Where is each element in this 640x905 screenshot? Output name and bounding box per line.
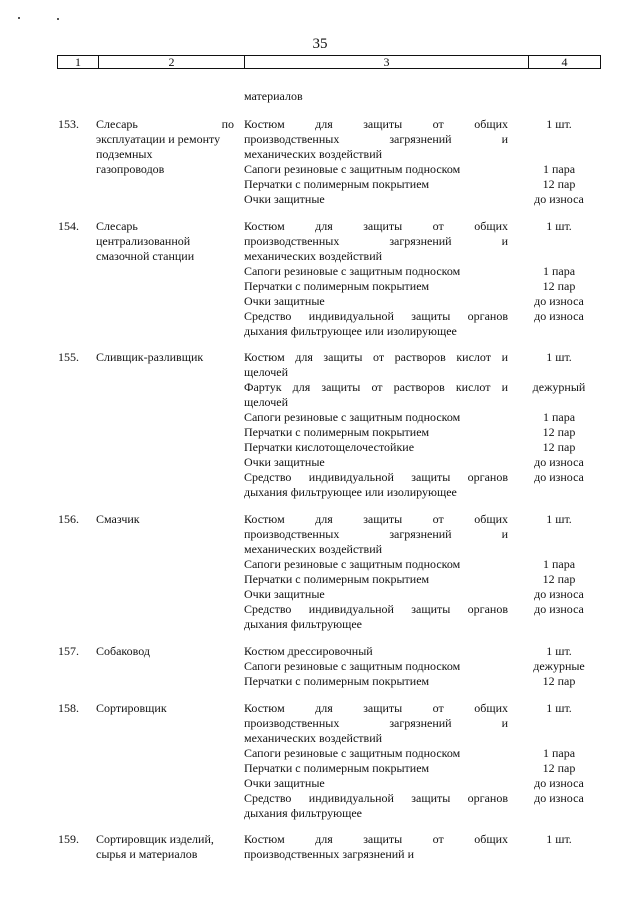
profession-name [96,512,234,527]
ppe-items [244,219,508,339]
profession-name-line: централизованной [96,234,191,248]
ppe-item-line: механических воздействий [244,731,383,745]
ppe-item-text [244,177,508,192]
ppe-item [244,410,508,425]
table-header [57,55,601,69]
ppe-quantity: 1 пара [542,746,576,760]
ppe-item-line: дыхания фильтрующее или изолирующее [244,485,457,499]
ppe-item-line: Сапоги резиновые с защитным подноском [244,746,461,760]
ppe-item-line: Сапоги резиновые с защитным подноском [244,410,461,424]
ppe-item-line: производственных загрязнений и [244,527,508,541]
ppe-item-line: Очки защитные [244,455,325,469]
profession-name-line: подземных [96,147,153,161]
ppe-quantity: 1 шт. [546,512,572,526]
ppe-item-line: Перчатки с полимерным покрытием [244,425,430,439]
ppe-quantity: 1 шт. [546,117,572,131]
ppe-item [244,350,508,380]
ppe-item-text [244,512,508,557]
ppe-item-line: механических воздействий [244,147,383,161]
ppe-item-line: производственных загрязнений и [244,132,508,146]
ppe-quantities [518,701,600,821]
ppe-item-line: Костюм для защиты от общих [244,832,508,846]
ppe-item-text [244,832,508,862]
ppe-quantity: до износа [534,309,584,323]
entry-number: 156. [58,512,79,526]
ppe-item-text [244,162,508,177]
ppe-item [244,572,508,587]
ppe-quantity: 12 пар [542,761,576,775]
ppe-item-line: Костюм дрессировочный [244,644,373,658]
ppe-quantity: до износа [534,776,584,790]
ppe-item-line: Очки защитные [244,587,325,601]
ppe-quantities [518,219,600,339]
ppe-item [244,791,508,821]
ppe-item-line: Костюм для защиты от общих [244,117,508,131]
profession-name [96,832,234,862]
ppe-quantity: 1 пара [542,410,576,424]
ppe-items [244,701,508,821]
profession-name [96,219,234,264]
ppe-item-line: Сапоги резиновые с защитным подноском [244,659,461,673]
ppe-item [244,264,508,279]
header-col-4: 4 [561,55,568,69]
ppe-item [244,455,508,470]
ppe-quantity: дежурный [532,380,586,394]
profession-name [96,644,234,659]
entry-number: 158. [58,701,79,715]
ppe-item-line: дыхания фильтрующее [244,617,362,631]
continuation-text: материалов [244,89,303,103]
entry-number: 157. [58,644,79,658]
ppe-item-line: механических воздействий [244,542,383,556]
profession-name [96,117,234,177]
ppe-item [244,380,508,410]
ppe-quantity: 12 пар [542,572,576,586]
ppe-item [244,177,508,192]
ppe-item-line: производственных загрязнений и [244,847,415,861]
ppe-item-line: Костюм для защиты от общих [244,219,508,233]
ppe-item [244,776,508,791]
ppe-item [244,279,508,294]
profession-name [96,701,234,716]
ppe-item-text [244,294,508,309]
ppe-item-text [244,117,508,162]
ppe-item-text [244,309,508,339]
profession-name-line: Сливщик-разливщик [96,350,204,364]
ppe-quantity: 1 шт. [546,701,572,715]
ppe-item-line: Перчатки кислотощелочестойкие [244,440,415,454]
ppe-item-line: Очки защитные [244,192,325,206]
ppe-item-line: Средство индивидуальной защиты органов [244,309,508,323]
ppe-item-text [244,192,508,207]
profession-name-line: смазочной станции [96,249,195,263]
ppe-item-text [244,557,508,572]
ppe-item-text [244,279,508,294]
ppe-quantity: до износа [534,192,584,206]
ppe-quantities [518,117,600,207]
ppe-item-line: Костюм для защиты от растворов кислот и [244,350,508,364]
ppe-item [244,761,508,776]
ppe-quantity: до износа [534,455,584,469]
ppe-item-line: Перчатки с полимерным покрытием [244,177,430,191]
profession-name-line: Слесарь по [96,117,234,131]
ppe-quantities [518,350,600,500]
profession-name-line: Сортировщик [96,701,167,715]
ppe-item-text [244,470,508,500]
ppe-items [244,350,508,500]
entry-number: 153. [58,117,79,131]
ppe-item-line: Сапоги резиновые с защитным подноском [244,557,461,571]
ppe-item [244,117,508,162]
ppe-item-text [244,410,508,425]
ppe-item [244,219,508,264]
ppe-item-line: Средство индивидуальной защиты органов [244,470,508,484]
ppe-quantity: 12 пар [542,440,576,454]
ppe-quantity: 1 шт. [546,644,572,658]
ppe-items [244,644,508,689]
ppe-item-text [244,350,508,380]
ppe-item-text [244,219,508,264]
ppe-quantity: 1 шт. [546,219,572,233]
ppe-item-text [244,674,508,689]
ppe-item [244,440,508,455]
ppe-item-line: Перчатки с полимерным покрытием [244,761,430,775]
scan-speck [18,17,20,19]
ppe-quantity: 12 пар [542,425,576,439]
ppe-quantity: до износа [534,791,584,805]
ppe-quantity: до износа [534,602,584,616]
ppe-item-text [244,587,508,602]
ppe-item-text [244,791,508,821]
ppe-item-text [244,572,508,587]
ppe-quantity: 12 пар [542,279,576,293]
profession-name-line: эксплуатации и ремонту [96,132,221,146]
entry-number: 155. [58,350,79,364]
ppe-item [244,309,508,339]
ppe-item-text [244,644,508,659]
ppe-item-text [244,761,508,776]
ppe-quantity: 1 шт. [546,350,572,364]
ppe-item-line: Костюм для защиты от общих [244,512,508,526]
ppe-item-line: производственных загрязнений и [244,716,508,730]
profession-name-line: сырья и материалов [96,847,198,861]
profession-name [96,350,234,365]
ppe-item-text [244,659,508,674]
ppe-quantity: 1 пара [542,557,576,571]
ppe-item-line: Средство индивидуальной защиты органов [244,791,508,805]
header-col-3: 3 [245,56,529,68]
ppe-items [244,117,508,207]
ppe-item-line: дыхания фильтрующее [244,806,362,820]
ppe-item-line: производственных загрязнений и [244,234,508,248]
ppe-item-text [244,264,508,279]
ppe-item [244,294,508,309]
ppe-item-line: Средство индивидуальной защиты органов [244,602,508,616]
ppe-item [244,701,508,746]
ppe-item-text [244,602,508,632]
ppe-quantity: 12 пар [542,674,576,688]
ppe-item-line: Фартук для защиты от растворов кислот и [244,380,508,394]
ppe-items [244,512,508,632]
ppe-item-text [244,455,508,470]
ppe-item-line: Перчатки с полимерным покрытием [244,572,430,586]
ppe-item [244,659,508,674]
ppe-item-text [244,701,508,746]
ppe-item-line: Перчатки с полимерным покрытием [244,279,430,293]
ppe-item [244,162,508,177]
profession-name-line: Смазчик [96,512,140,526]
ppe-item-line: щелочей [244,365,289,379]
ppe-item [244,512,508,557]
ppe-item [244,602,508,632]
profession-name-line: Сортировщик изделий, [96,832,214,846]
page-number: 35 [312,36,328,52]
header-col-1: 1 [58,56,99,68]
ppe-item-line: Сапоги резиновые с защитным подноском [244,264,461,278]
ppe-item-line: Сапоги резиновые с защитным подноском [244,162,461,176]
ppe-item-line: Перчатки с полимерным покрытием [244,674,430,688]
ppe-item-line: дыхания фильтрующее или изолирующее [244,324,457,338]
ppe-items [244,832,508,862]
ppe-quantity: дежурные [533,659,585,673]
ppe-item-line: Очки защитные [244,776,325,790]
ppe-item-line: Очки защитные [244,294,325,308]
ppe-quantities [518,512,600,632]
ppe-item [244,832,508,862]
header-col-2: 2 [99,56,245,68]
ppe-quantities [518,644,600,689]
ppe-item-line: Костюм для защиты от общих [244,701,508,715]
ppe-item [244,746,508,761]
ppe-item [244,557,508,572]
ppe-quantity: 12 пар [542,177,576,191]
profession-name-line: газопроводов [96,162,165,176]
ppe-item-line: механических воздействий [244,249,383,263]
ppe-item [244,644,508,659]
ppe-quantity: до износа [534,470,584,484]
scan-speck [57,18,59,20]
ppe-item-text [244,776,508,791]
ppe-item [244,192,508,207]
ppe-item [244,425,508,440]
entry-number: 159. [58,832,79,846]
ppe-item [244,470,508,500]
ppe-item-text [244,425,508,440]
ppe-quantity: до износа [534,587,584,601]
ppe-quantities [518,832,600,862]
profession-name-line: Слесарь [96,219,138,233]
ppe-quantity: 1 пара [542,162,576,176]
profession-name-line: Собаковод [96,644,150,658]
ppe-item-line: щелочей [244,395,289,409]
ppe-item [244,587,508,602]
ppe-item-text [244,380,508,410]
ppe-quantity: 1 пара [542,264,576,278]
ppe-quantity: до износа [534,294,584,308]
ppe-item-text [244,746,508,761]
ppe-quantity: 1 шт. [546,832,572,846]
ppe-item [244,674,508,689]
ppe-item-text [244,440,508,455]
entry-number: 154. [58,219,79,233]
